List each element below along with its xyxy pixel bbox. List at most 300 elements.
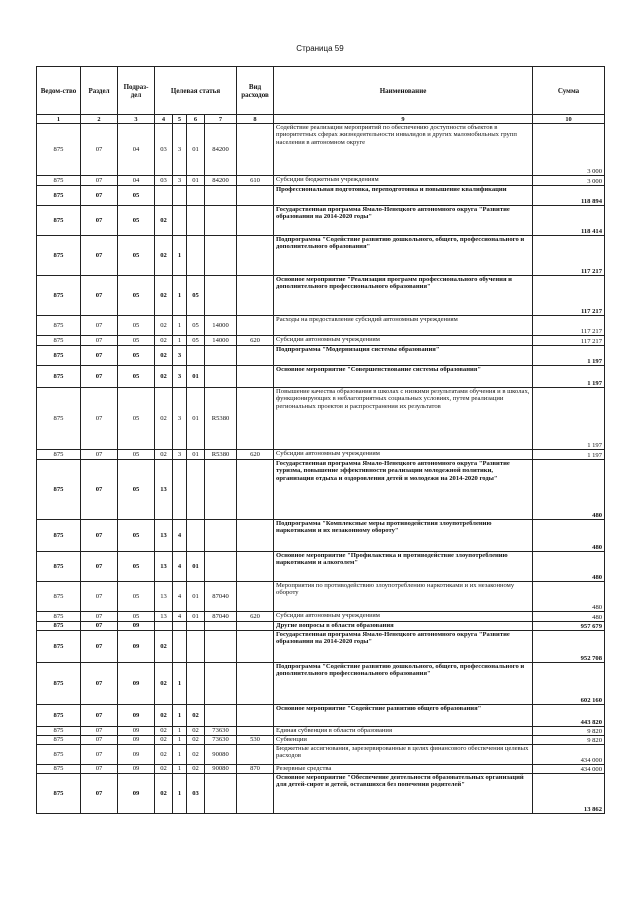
cell-target-event: 02 (187, 727, 205, 736)
cell-razdel: 07 (81, 316, 118, 336)
cell-podrazdel: 05 (118, 450, 155, 460)
cell-target-direction (205, 631, 237, 663)
table-row (37, 236, 605, 276)
cell-vid-rashodov (237, 124, 274, 176)
cell-target-program: 02 (155, 765, 173, 774)
cell-target-direction (205, 663, 237, 705)
cell-target-program: 13 (155, 552, 173, 582)
cell-vedomstvo: 875 (37, 727, 81, 736)
cell-vedomstvo: 875 (37, 582, 81, 612)
cell-vid-rashodov (237, 206, 274, 236)
cell-target-subprogram: 1 (173, 705, 187, 727)
cell-target-direction (205, 186, 237, 206)
cell-target-event: 01 (187, 612, 205, 622)
cell-target-event: 01 (187, 176, 205, 186)
cell-target-program (155, 186, 173, 206)
cell-summa: 9 820 (533, 736, 605, 745)
cell-target-event (187, 663, 205, 705)
table-row (37, 552, 605, 582)
cell-razdel: 07 (81, 727, 118, 736)
cell-podrazdel: 09 (118, 622, 155, 631)
cell-target-direction: 73630 (205, 736, 237, 745)
cell-target-subprogram: 1 (173, 774, 187, 814)
cell-naimenovanie: Резервные средства (274, 765, 533, 774)
cell-razdel: 07 (81, 336, 118, 346)
cell-razdel: 07 (81, 366, 118, 388)
table-row (37, 631, 605, 663)
cell-summa: 602 160 (533, 663, 605, 705)
cell-vedomstvo: 875 (37, 745, 81, 765)
cell-target-program: 02 (155, 631, 173, 663)
cell-target-direction: 14000 (205, 316, 237, 336)
cell-naimenovanie: Основное мероприятие "Профилактика и противодействие злоупотреблению наркотиками и алкоголем" (274, 552, 533, 582)
cell-podrazdel: 09 (118, 736, 155, 745)
cell-podrazdel: 09 (118, 727, 155, 736)
cell-podrazdel: 05 (118, 276, 155, 316)
column-number: 4 (155, 115, 173, 124)
cell-target-event: 01 (187, 582, 205, 612)
column-number: 8 (237, 115, 274, 124)
cell-target-program: 02 (155, 366, 173, 388)
column-number: 3 (118, 115, 155, 124)
cell-target-subprogram: 1 (173, 745, 187, 765)
table-row (37, 186, 605, 206)
cell-target-event (187, 520, 205, 552)
cell-razdel: 07 (81, 552, 118, 582)
cell-target-program: 13 (155, 582, 173, 612)
cell-target-subprogram: 3 (173, 124, 187, 176)
cell-podrazdel: 05 (118, 206, 155, 236)
cell-target-direction: 73630 (205, 727, 237, 736)
cell-vid-rashodov (237, 727, 274, 736)
cell-vedomstvo: 875 (37, 631, 81, 663)
cell-vid-rashodov (237, 460, 274, 520)
cell-naimenovanie: Основное мероприятие "Содействие развитию общего образования" (274, 705, 533, 727)
cell-target-event: 05 (187, 336, 205, 346)
table-row (37, 705, 605, 727)
cell-naimenovanie: Подпрограмма "Содействие развитию дошкольного, общего, профессионального и дополнительного профессионального образования" (274, 663, 533, 705)
cell-target-direction (205, 366, 237, 388)
cell-podrazdel: 05 (118, 316, 155, 336)
cell-summa: 117 217 (533, 336, 605, 346)
cell-target-subprogram: 4 (173, 612, 187, 622)
table-row (37, 612, 605, 622)
cell-target-event (187, 631, 205, 663)
cell-vid-rashodov (237, 582, 274, 612)
cell-vedomstvo: 875 (37, 736, 81, 745)
cell-target-program: 03 (155, 124, 173, 176)
cell-target-subprogram: 1 (173, 316, 187, 336)
cell-podrazdel: 09 (118, 663, 155, 705)
cell-target-subprogram: 3 (173, 346, 187, 366)
cell-naimenovanie: Подпрограмма "Комплексные меры противодействия злоупотреблению наркотиками и их незаконному обороту" (274, 520, 533, 552)
cell-target-event: 02 (187, 736, 205, 745)
cell-podrazdel: 05 (118, 388, 155, 450)
cell-target-event: 05 (187, 316, 205, 336)
budget-table (36, 66, 605, 814)
cell-target-subprogram (173, 622, 187, 631)
table-row (37, 745, 605, 765)
cell-summa: 957 679 (533, 622, 605, 631)
cell-target-program (155, 622, 173, 631)
cell-podrazdel: 09 (118, 774, 155, 814)
cell-razdel: 07 (81, 774, 118, 814)
cell-vedomstvo: 875 (37, 460, 81, 520)
cell-target-program: 02 (155, 705, 173, 727)
cell-target-program: 02 (155, 206, 173, 236)
cell-target-program: 02 (155, 450, 173, 460)
cell-razdel: 07 (81, 705, 118, 727)
cell-summa: 9 820 (533, 727, 605, 736)
cell-podrazdel: 05 (118, 186, 155, 206)
cell-vedomstvo: 875 (37, 765, 81, 774)
cell-target-subprogram: 1 (173, 236, 187, 276)
cell-vid-rashodov (237, 186, 274, 206)
cell-naimenovanie: Повышение качества образования в школах с низкими результатами обучения и в школах, функционирующих в неблагоприятных социальных условиях, путем реализации региональных проектов и распространения их результатов (274, 388, 533, 450)
cell-razdel: 07 (81, 236, 118, 276)
cell-vedomstvo: 875 (37, 622, 81, 631)
cell-razdel: 07 (81, 736, 118, 745)
cell-summa: 1 197 (533, 366, 605, 388)
cell-target-event: 02 (187, 745, 205, 765)
cell-target-event: 01 (187, 552, 205, 582)
cell-summa: 1 197 (533, 450, 605, 460)
cell-razdel: 07 (81, 176, 118, 186)
cell-razdel: 07 (81, 450, 118, 460)
cell-razdel: 07 (81, 663, 118, 705)
table-row (37, 276, 605, 316)
cell-naimenovanie: Мероприятия по противодействию злоупотреблению наркотиками и их незаконному обороту (274, 582, 533, 612)
cell-vedomstvo: 875 (37, 663, 81, 705)
cell-target-event (187, 186, 205, 206)
cell-target-event (187, 236, 205, 276)
cell-summa: 117 217 (533, 236, 605, 276)
table-row (37, 206, 605, 236)
cell-target-subprogram (173, 460, 187, 520)
cell-podrazdel: 04 (118, 124, 155, 176)
cell-naimenovanie: Основное мероприятие "Обеспечение деятельности образовательных организаций для детей-сирот и детей, оставшихся без попечения родителей" (274, 774, 533, 814)
table-row (37, 176, 605, 186)
header-naimenovanie: Наименование (274, 67, 533, 115)
cell-target-direction (205, 460, 237, 520)
cell-target-subprogram (173, 186, 187, 206)
cell-podrazdel: 05 (118, 460, 155, 520)
cell-summa: 434 000 (533, 765, 605, 774)
table-row (37, 366, 605, 388)
cell-naimenovanie: Расходы на предоставление субсидий автономным учреждениям (274, 316, 533, 336)
table-row (37, 774, 605, 814)
cell-razdel: 07 (81, 124, 118, 176)
table-row (37, 622, 605, 631)
cell-vid-rashodov (237, 663, 274, 705)
cell-target-event (187, 460, 205, 520)
table-body (37, 124, 605, 814)
cell-razdel: 07 (81, 186, 118, 206)
cell-target-direction: 84200 (205, 176, 237, 186)
column-number: 5 (173, 115, 187, 124)
cell-target-program: 03 (155, 176, 173, 186)
table-row (37, 736, 605, 745)
cell-vid-rashodov: 620 (237, 612, 274, 622)
cell-target-program: 02 (155, 346, 173, 366)
cell-target-program: 02 (155, 774, 173, 814)
cell-podrazdel: 05 (118, 346, 155, 366)
cell-summa: 443 820 (533, 705, 605, 727)
cell-target-subprogram: 3 (173, 388, 187, 450)
cell-target-direction: 90080 (205, 745, 237, 765)
cell-target-direction (205, 276, 237, 316)
cell-target-event: 01 (187, 124, 205, 176)
cell-summa: 480 (533, 582, 605, 612)
cell-target-program: 02 (155, 663, 173, 705)
cell-vid-rashodov: 530 (237, 736, 274, 745)
cell-target-program: 02 (155, 736, 173, 745)
header-vid-rashodov: Вид расходов (237, 67, 274, 115)
header-podrazdel: Подраз-дел (118, 67, 155, 115)
cell-vedomstvo: 875 (37, 346, 81, 366)
cell-vid-rashodov: 620 (237, 450, 274, 460)
cell-vid-rashodov (237, 388, 274, 450)
cell-podrazdel: 05 (118, 336, 155, 346)
cell-vid-rashodov: 620 (237, 336, 274, 346)
cell-vedomstvo: 875 (37, 276, 81, 316)
cell-naimenovanie: Основное мероприятие "Совершенствование системы образования" (274, 366, 533, 388)
cell-podrazdel: 05 (118, 582, 155, 612)
cell-razdel: 07 (81, 631, 118, 663)
cell-target-program: 13 (155, 460, 173, 520)
cell-target-event: 03 (187, 774, 205, 814)
cell-podrazdel: 05 (118, 236, 155, 276)
cell-target-subprogram (173, 206, 187, 236)
column-numbers-row (37, 115, 605, 124)
cell-target-subprogram: 3 (173, 366, 187, 388)
cell-podrazdel: 04 (118, 176, 155, 186)
cell-target-subprogram: 4 (173, 520, 187, 552)
cell-target-subprogram: 3 (173, 450, 187, 460)
cell-target-subprogram: 1 (173, 663, 187, 705)
cell-summa: 13 862 (533, 774, 605, 814)
cell-target-program: 02 (155, 388, 173, 450)
cell-vedomstvo: 875 (37, 206, 81, 236)
cell-vid-rashodov (237, 705, 274, 727)
cell-vid-rashodov (237, 552, 274, 582)
cell-target-event: 01 (187, 388, 205, 450)
cell-razdel: 07 (81, 745, 118, 765)
cell-podrazdel: 09 (118, 631, 155, 663)
cell-summa: 117 217 (533, 316, 605, 336)
cell-target-direction (205, 520, 237, 552)
cell-summa: 1 197 (533, 346, 605, 366)
cell-vedomstvo: 875 (37, 366, 81, 388)
cell-target-direction: R5380 (205, 388, 237, 450)
cell-summa: 118 894 (533, 186, 605, 206)
cell-razdel: 07 (81, 460, 118, 520)
cell-target-event: 05 (187, 276, 205, 316)
cell-summa: 480 (533, 520, 605, 552)
cell-summa: 480 (533, 612, 605, 622)
cell-vid-rashodov (237, 774, 274, 814)
table-row (37, 520, 605, 552)
column-number: 1 (37, 115, 81, 124)
cell-target-direction (205, 236, 237, 276)
cell-vid-rashodov (237, 316, 274, 336)
cell-vid-rashodov (237, 276, 274, 316)
cell-target-subprogram (173, 631, 187, 663)
cell-vedomstvo: 875 (37, 124, 81, 176)
cell-vedomstvo: 875 (37, 186, 81, 206)
cell-target-subprogram: 3 (173, 176, 187, 186)
column-number: 9 (274, 115, 533, 124)
cell-target-direction: 14000 (205, 336, 237, 346)
cell-vedomstvo: 875 (37, 552, 81, 582)
cell-target-subprogram: 1 (173, 336, 187, 346)
cell-target-event: 01 (187, 450, 205, 460)
cell-vedomstvo: 875 (37, 236, 81, 276)
cell-razdel: 07 (81, 765, 118, 774)
cell-naimenovanie: Субсидии автономным учреждениям (274, 450, 533, 460)
cell-razdel: 07 (81, 276, 118, 316)
cell-summa: 1 197 (533, 388, 605, 450)
cell-podrazdel: 05 (118, 366, 155, 388)
cell-target-direction (205, 346, 237, 366)
cell-vedomstvo: 875 (37, 388, 81, 450)
cell-vid-rashodov: 870 (237, 765, 274, 774)
cell-naimenovanie: Основное мероприятие "Реализация программ профессионального обучения и дополнительного профессионального образования" (274, 276, 533, 316)
cell-target-subprogram: 1 (173, 276, 187, 316)
cell-target-subprogram: 1 (173, 736, 187, 745)
cell-target-direction: 90080 (205, 765, 237, 774)
table-row (37, 727, 605, 736)
cell-razdel: 07 (81, 206, 118, 236)
cell-target-event: 01 (187, 366, 205, 388)
column-number: 7 (205, 115, 237, 124)
cell-razdel: 07 (81, 520, 118, 552)
header-vedomstvo: Ведом-ство (37, 67, 81, 115)
cell-razdel: 07 (81, 582, 118, 612)
cell-naimenovanie: Содействие реализации мероприятий по обеспечению доступности объектов в приоритетных сферах жизнедеятельности инвалидов и других маломобильных групп населения в автономном округе (274, 124, 533, 176)
cell-razdel: 07 (81, 346, 118, 366)
cell-target-direction (205, 705, 237, 727)
cell-target-program: 02 (155, 236, 173, 276)
cell-vedomstvo: 875 (37, 520, 81, 552)
cell-vedomstvo: 875 (37, 774, 81, 814)
cell-target-subprogram: 1 (173, 727, 187, 736)
cell-podrazdel: 05 (118, 552, 155, 582)
table-row (37, 582, 605, 612)
cell-naimenovanie: Субвенции (274, 736, 533, 745)
cell-target-program: 02 (155, 336, 173, 346)
cell-naimenovanie: Субсидии автономным учреждениям (274, 612, 533, 622)
cell-target-program: 02 (155, 276, 173, 316)
cell-naimenovanie: Подпрограмма "Содействие развитию дошкольного, общего, профессионального и дополнительного образования" (274, 236, 533, 276)
cell-naimenovanie: Субсидии автономным учреждениям (274, 336, 533, 346)
cell-vedomstvo: 875 (37, 450, 81, 460)
cell-target-direction (205, 774, 237, 814)
cell-target-event: 02 (187, 705, 205, 727)
cell-target-event: 02 (187, 765, 205, 774)
cell-naimenovanie: Профессиональная подготовка, переподготовка и повышение квалификации (274, 186, 533, 206)
table-row (37, 316, 605, 336)
cell-podrazdel: 05 (118, 612, 155, 622)
cell-target-event (187, 622, 205, 631)
table-row (37, 336, 605, 346)
cell-vid-rashodov (237, 631, 274, 663)
cell-summa: 952 708 (533, 631, 605, 663)
cell-vedomstvo: 875 (37, 176, 81, 186)
cell-podrazdel: 09 (118, 745, 155, 765)
cell-vid-rashodov (237, 622, 274, 631)
cell-target-program: 02 (155, 727, 173, 736)
cell-target-direction (205, 622, 237, 631)
cell-summa: 3 000 (533, 176, 605, 186)
cell-vid-rashodov (237, 346, 274, 366)
cell-vid-rashodov (237, 520, 274, 552)
cell-razdel: 07 (81, 622, 118, 631)
header-summa: Сумма (533, 67, 605, 115)
cell-target-event (187, 346, 205, 366)
table-row (37, 450, 605, 460)
table-row (37, 663, 605, 705)
cell-vid-rashodov (237, 366, 274, 388)
cell-razdel: 07 (81, 388, 118, 450)
cell-target-program: 02 (155, 316, 173, 336)
cell-podrazdel: 09 (118, 765, 155, 774)
cell-target-direction: 84200 (205, 124, 237, 176)
cell-target-direction (205, 552, 237, 582)
column-number: 6 (187, 115, 205, 124)
cell-summa: 118 414 (533, 206, 605, 236)
table-row (37, 388, 605, 450)
column-number: 10 (533, 115, 605, 124)
cell-target-event (187, 206, 205, 236)
cell-summa: 3 000 (533, 124, 605, 176)
cell-naimenovanie: Субсидии бюджетным учреждениям (274, 176, 533, 186)
cell-vid-rashodov (237, 236, 274, 276)
column-number: 2 (81, 115, 118, 124)
cell-podrazdel: 05 (118, 520, 155, 552)
cell-target-direction: R5380 (205, 450, 237, 460)
cell-target-program: 13 (155, 520, 173, 552)
cell-summa: 480 (533, 552, 605, 582)
header-razdel: Раздел (81, 67, 118, 115)
table-row (37, 765, 605, 774)
table-row (37, 460, 605, 520)
cell-vedomstvo: 875 (37, 612, 81, 622)
header-celevaya-statya: Целевая статья (155, 67, 237, 115)
page-number: Страница 59 (296, 44, 344, 53)
cell-target-direction (205, 206, 237, 236)
cell-target-direction: 87040 (205, 582, 237, 612)
cell-vedomstvo: 875 (37, 336, 81, 346)
cell-summa: 480 (533, 460, 605, 520)
table-row (37, 124, 605, 176)
cell-vedomstvo: 875 (37, 705, 81, 727)
cell-vid-rashodov: 610 (237, 176, 274, 186)
cell-vedomstvo: 875 (37, 316, 81, 336)
cell-target-direction: 87040 (205, 612, 237, 622)
cell-podrazdel: 09 (118, 705, 155, 727)
table-row (37, 346, 605, 366)
cell-naimenovanie: Государственная программа Ямало-Ненецкого автономного округа "Развитие туризма, повышение эффективности реализации молодежной политики, организация отдыха и оздоровления детей и молодежи на 2014-2020 годы" (274, 460, 533, 520)
cell-summa: 117 217 (533, 276, 605, 316)
cell-vid-rashodov (237, 745, 274, 765)
cell-target-subprogram: 4 (173, 552, 187, 582)
cell-target-program: 02 (155, 745, 173, 765)
cell-naimenovanie: Единая субвенция в области образования (274, 727, 533, 736)
cell-naimenovanie: Государственная программа Ямало-Ненецкого автономного округа "Развитие образования на 2014-2020 годы" (274, 206, 533, 236)
cell-naimenovanie: Подпрограмма "Модернизация системы образования" (274, 346, 533, 366)
cell-razdel: 07 (81, 612, 118, 622)
